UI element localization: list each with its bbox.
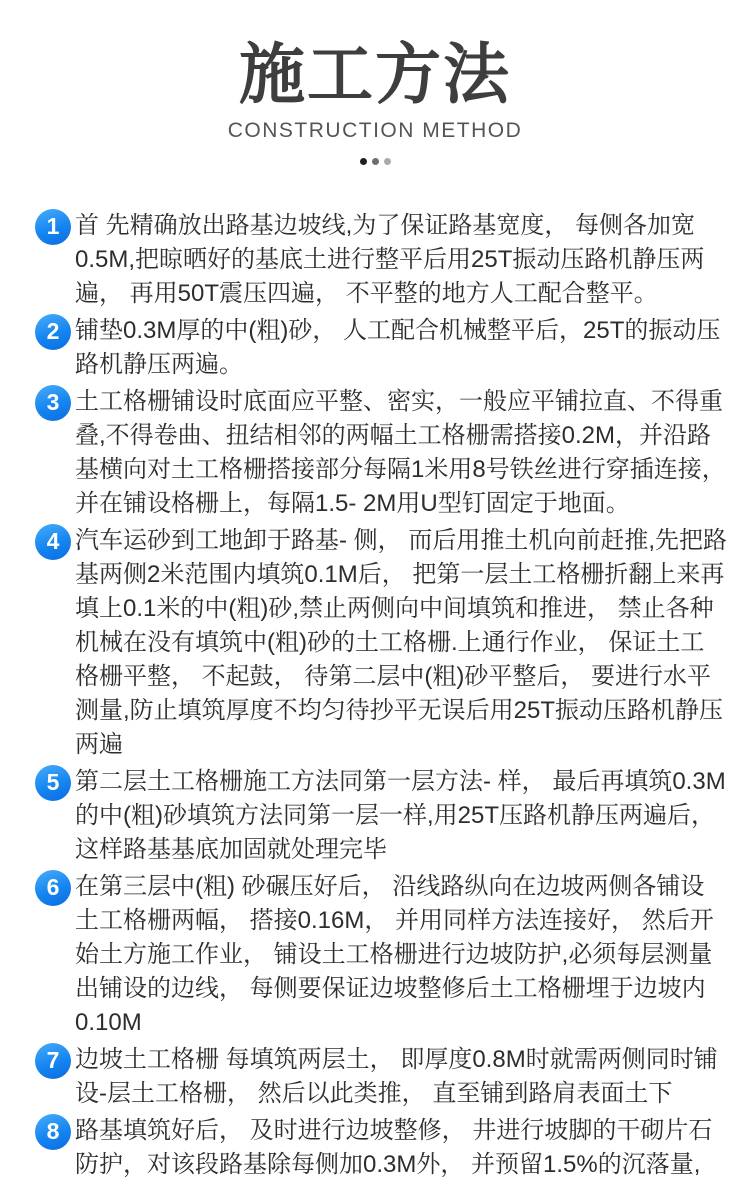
- step-item: [0, 1043, 750, 1111]
- step-item: [0, 870, 750, 1040]
- dot-icon: [372, 158, 379, 165]
- step-number-badge: 5: [35, 765, 71, 801]
- step-number-badge: 6: [35, 870, 71, 906]
- construction-steps-list: [0, 209, 750, 1182]
- step-number-badge: 8: [35, 1114, 71, 1150]
- step-text: 在第三层中(粗) 砂碾压好后， 沿线路纵向在边坡两侧各铺设土工格栅两幅， 搭接0.16M， 并用同样方法连接好， 然后开始土方施工作业， 铺设土工格栅进行边坡防护,必须每层测量出铺设的边线， 每侧要保证边坡整修后土工格栅埋于边坡内0.10M: [75, 872, 714, 1036]
- step-item: [0, 314, 750, 382]
- pagination-dots: [0, 158, 750, 165]
- step-text: 土工格栅铺设时底面应平整、密实，一般应平铺拉直、不得重叠,不得卷曲、扭结相邻的两幅土工格栅需搭接0.2M，并沿路基横向对土工格栅搭接部分每隔1米用8号铁丝进行穿插连接，并在铺设格栅上，每隔1.5- 2M用U型钉固定于地面。: [75, 387, 726, 517]
- step-item: [0, 765, 750, 867]
- step-number-badge: 3: [35, 385, 71, 421]
- page-subtitle: CONSTRUCTION METHOD: [227, 118, 523, 142]
- step-text: 路基填筑好后， 及时进行边坡整修， 井进行坡脚的干砌片石防护，对该段路基除每侧加0.3M外， 并预留1.5%的沉落量,: [75, 1116, 713, 1178]
- step-item: [0, 1114, 750, 1182]
- dot-icon: [384, 158, 391, 165]
- step-item: [0, 385, 750, 521]
- step-number-badge: 4: [35, 524, 71, 560]
- step-text: 首 先精确放出路基边坡线,为了保证路基宽度， 每侧各加宽0.5M,把晾晒好的基底土进行整平后用25T振动压路机静压两遍， 再用50T震压四遍， 不平整的地方人工配合整平。: [75, 211, 705, 307]
- step-text: 铺垫0.3M厚的中(粗)砂， 人工配合机械整平后，25T的振动压路机静压两遍。: [75, 316, 721, 378]
- step-number-badge: 7: [35, 1043, 71, 1079]
- step-number-badge: 2: [35, 314, 71, 350]
- step-item: [0, 524, 750, 762]
- page-title: 施工方法: [239, 37, 511, 111]
- step-item: [0, 209, 750, 311]
- step-text: 汽车运砂到工地卸于路基- 侧， 而后用推土机向前赶推,先把路基两侧2米范围内填筑0.1M后， 把第一层土工格栅折翻上来再填上0.1米的中(粗)砂,禁止两侧向中间填筑和推进， 禁止各种机械在没有填筑中(粗)砂的土工格栅.上通行作业， 保证土工格栅平整， 不起鼓， 待第二层中(粗)砂平整后， 要进行水平测量,防止填筑厚度不均匀待抄平无误后用25T振动压路机静压两遍: [75, 526, 727, 758]
- step-text: 边坡土工格栅 每填筑两层土， 即厚度0.8M时就需两侧同时铺设-层土工格栅， 然后以此类推， 直至铺到路肩表面土下: [75, 1045, 718, 1107]
- page-header: [0, 0, 750, 165]
- dot-icon: [360, 158, 367, 165]
- step-text: 第二层土工格栅施工方法同第一层方法- 样， 最后再填筑0.3M的中(粗)砂填筑方法同第一层一样,用25T压路机静压两遍后， 这样路基基底加固就处理完毕: [75, 767, 726, 863]
- step-number-badge: 1: [35, 209, 71, 245]
